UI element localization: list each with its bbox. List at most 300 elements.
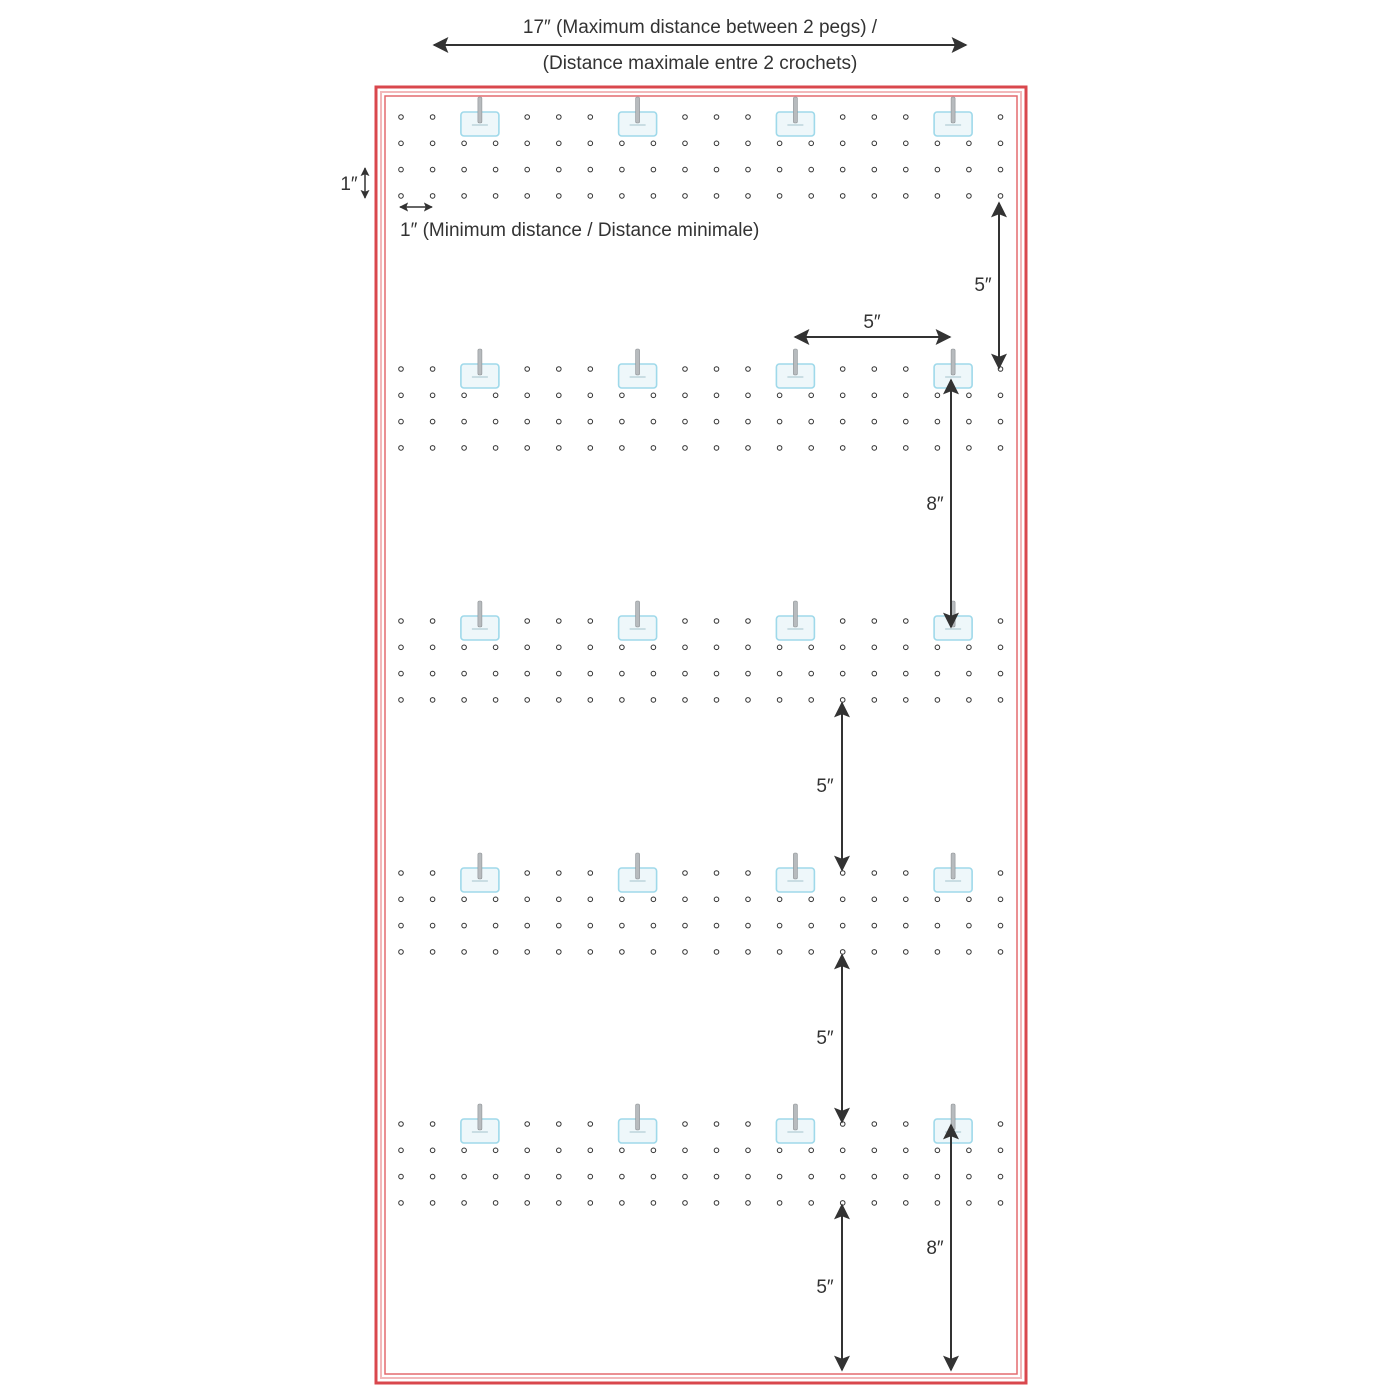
- peg-hole: [840, 1174, 845, 1179]
- peg-hole: [430, 367, 435, 372]
- peg-hook: [619, 853, 657, 892]
- peg-hole: [872, 367, 877, 372]
- peg-hole: [557, 1122, 562, 1127]
- peg-hole: [430, 645, 435, 650]
- peg-hole: [620, 167, 625, 172]
- peg-hole: [651, 950, 656, 955]
- peg-hole: [935, 393, 940, 398]
- peg-hole: [840, 871, 845, 876]
- peg-hole: [525, 1201, 530, 1206]
- peg-hole: [557, 871, 562, 876]
- peg-hole: [620, 698, 625, 703]
- peg-hole: [714, 167, 719, 172]
- peg-hole: [683, 194, 688, 199]
- peg-hole: [935, 446, 940, 451]
- peg-hook: [461, 349, 499, 388]
- peg-hole: [872, 446, 877, 451]
- peg-hole: [746, 194, 751, 199]
- peg-hole: [430, 141, 435, 146]
- peg-hole: [935, 950, 940, 955]
- peg-hole: [840, 619, 845, 624]
- peg-hole: [998, 1148, 1003, 1153]
- peg-hole: [840, 393, 845, 398]
- peg-hook: [776, 601, 814, 640]
- peg-hole: [872, 698, 877, 703]
- peg-hook: [934, 601, 972, 640]
- peg-hole: [557, 897, 562, 902]
- peg-hole: [399, 1122, 404, 1127]
- peg-hole: [967, 950, 972, 955]
- peg-hole: [840, 1148, 845, 1153]
- peg-hole: [872, 923, 877, 928]
- peg-hole: [399, 698, 404, 703]
- peg-hole: [493, 645, 498, 650]
- peg-hole: [493, 419, 498, 424]
- peg-hole: [493, 1201, 498, 1206]
- peg-hole: [998, 194, 1003, 199]
- peg-hole: [714, 1148, 719, 1153]
- max-distance-label: 17″ (Maximum distance between 2 pegs) /: [522, 17, 878, 38]
- peg-hole: [683, 393, 688, 398]
- peg-hole: [998, 446, 1003, 451]
- peg-hole: [399, 1174, 404, 1179]
- peg-hole: [714, 141, 719, 146]
- peg-hole: [714, 619, 719, 624]
- peg-hole: [588, 950, 593, 955]
- peg-hole: [714, 1201, 719, 1206]
- peg-hook: [619, 97, 657, 136]
- peg-hole: [935, 671, 940, 676]
- peg-hole: [904, 141, 909, 146]
- peg-hole: [493, 950, 498, 955]
- peg-hole: [430, 897, 435, 902]
- peg-hole: [557, 393, 562, 398]
- peg-hole: [588, 393, 593, 398]
- peg-hole: [399, 419, 404, 424]
- peg-hook: [934, 97, 972, 136]
- peg-hole: [714, 897, 719, 902]
- peg-hole: [683, 446, 688, 451]
- peg-hole: [399, 645, 404, 650]
- peg-hole: [904, 367, 909, 372]
- peg-hook: [776, 349, 814, 388]
- peg-hole: [872, 141, 877, 146]
- peg-hole: [462, 446, 467, 451]
- peg-hole: [557, 367, 562, 372]
- peg-hole: [967, 1174, 972, 1179]
- peg-hole: [998, 393, 1003, 398]
- peg-hole: [620, 923, 625, 928]
- peg-hole: [714, 645, 719, 650]
- peg-hole: [746, 671, 751, 676]
- peg-hole: [430, 446, 435, 451]
- peg-hole: [998, 1201, 1003, 1206]
- peg-hole: [777, 141, 782, 146]
- peg-hole: [399, 115, 404, 120]
- peg-hole: [525, 698, 530, 703]
- peg-hole: [462, 167, 467, 172]
- peg-hole: [588, 446, 593, 451]
- peg-hole: [462, 141, 467, 146]
- peg-hook: [461, 853, 499, 892]
- peg-hole: [904, 923, 909, 928]
- dimension-arrows: [365, 45, 999, 1370]
- peg-hole: [493, 446, 498, 451]
- peg-hole: [904, 1201, 909, 1206]
- peg-hole: [809, 419, 814, 424]
- peg-hole: [998, 645, 1003, 650]
- peg-hole: [493, 393, 498, 398]
- peg-hole: [493, 897, 498, 902]
- peg-hole: [525, 367, 530, 372]
- peg-hole: [935, 923, 940, 928]
- peg-hole: [620, 393, 625, 398]
- peg-hole: [714, 923, 719, 928]
- peg-hole: [904, 698, 909, 703]
- peg-hole: [651, 1174, 656, 1179]
- peg-hole: [493, 167, 498, 172]
- peg-hole: [840, 446, 845, 451]
- peg-hole: [809, 1148, 814, 1153]
- peg-hole: [872, 167, 877, 172]
- peg-hole: [525, 923, 530, 928]
- peg-hole: [557, 194, 562, 199]
- peg-hole: [967, 1148, 972, 1153]
- peg-hole: [967, 419, 972, 424]
- peg-hole: [588, 141, 593, 146]
- peg-hole: [714, 950, 719, 955]
- peg-hole: [588, 1201, 593, 1206]
- peg-hole: [809, 897, 814, 902]
- peg-hole: [462, 671, 467, 676]
- peg-hole: [714, 419, 719, 424]
- peg-hole: [904, 167, 909, 172]
- peg-hole: [588, 645, 593, 650]
- peg-hole: [588, 367, 593, 372]
- peg-hole: [840, 698, 845, 703]
- peg-hole: [967, 446, 972, 451]
- peg-hole: [714, 698, 719, 703]
- peg-hook: [776, 97, 814, 136]
- peg-hole: [399, 619, 404, 624]
- peg-hole: [620, 419, 625, 424]
- peg-hook: [776, 853, 814, 892]
- peg-hole: [620, 1148, 625, 1153]
- peg-hole: [935, 1148, 940, 1153]
- min-distance-label: 1″ (Minimum distance / Distance minimale): [400, 220, 760, 241]
- peg-hole: [620, 950, 625, 955]
- peg-hole: [746, 645, 751, 650]
- peg-hole: [493, 671, 498, 676]
- bottom-gap-label: 5″: [816, 1277, 834, 1298]
- peg-hole: [809, 141, 814, 146]
- peg-hole: [462, 950, 467, 955]
- peg-hole: [746, 167, 751, 172]
- peg-hole: [777, 446, 782, 451]
- peg-hole: [525, 950, 530, 955]
- peg-hole: [525, 897, 530, 902]
- peg-hole: [809, 698, 814, 703]
- peg-hole: [651, 897, 656, 902]
- peg-hole: [683, 115, 688, 120]
- peg-hole: [746, 1174, 751, 1179]
- peg-hole: [525, 141, 530, 146]
- peg-hole: [462, 1148, 467, 1153]
- peg-hole: [904, 950, 909, 955]
- peg-hole: [967, 923, 972, 928]
- peg-hole: [683, 923, 688, 928]
- peg-hole: [872, 645, 877, 650]
- peg-hole: [809, 393, 814, 398]
- peg-hole: [588, 698, 593, 703]
- peg-hole: [809, 1201, 814, 1206]
- peg-hole: [399, 1148, 404, 1153]
- peg-hole: [525, 619, 530, 624]
- peg-hole: [872, 871, 877, 876]
- peg-hole: [430, 419, 435, 424]
- peg-hole: [525, 1148, 530, 1153]
- peg-hole: [746, 1148, 751, 1153]
- peg-hole: [525, 671, 530, 676]
- peg-hole: [998, 115, 1003, 120]
- peg-hole: [904, 1148, 909, 1153]
- peg-hole: [998, 141, 1003, 146]
- peg-hole: [840, 1201, 845, 1206]
- peg-hole: [840, 167, 845, 172]
- peg-hole: [904, 419, 909, 424]
- peg-hole: [967, 698, 972, 703]
- peg-hole: [430, 871, 435, 876]
- peg-hook: [461, 97, 499, 136]
- peg-hole: [777, 194, 782, 199]
- peg-hole: [998, 897, 1003, 902]
- peg-hole: [746, 419, 751, 424]
- peg-hole: [557, 923, 562, 928]
- pegboard-holes: [399, 115, 1003, 1206]
- peg-hole: [462, 897, 467, 902]
- peg-hole: [588, 619, 593, 624]
- peg-hole: [746, 393, 751, 398]
- mid-gap-label-1: 5″: [816, 776, 834, 797]
- peg-hole: [872, 897, 877, 902]
- peg-hole: [967, 645, 972, 650]
- peg-hole: [525, 446, 530, 451]
- peg-hole: [651, 698, 656, 703]
- peg-hole: [525, 1174, 530, 1179]
- peg-hole: [399, 446, 404, 451]
- peg-hole: [683, 1201, 688, 1206]
- peg-hole: [588, 897, 593, 902]
- peg-hole: [998, 871, 1003, 876]
- peg-hole: [746, 141, 751, 146]
- board-frame: [376, 87, 1026, 1383]
- peg-hole: [399, 194, 404, 199]
- max-distance-label-fr: (Distance maximale entre 2 crochets): [542, 53, 858, 74]
- peg-hole: [840, 923, 845, 928]
- peg-hole: [777, 645, 782, 650]
- peg-hook: [619, 1104, 657, 1143]
- peg-hole: [430, 698, 435, 703]
- peg-hole: [683, 1148, 688, 1153]
- peg-hole: [967, 141, 972, 146]
- peg-hole: [935, 141, 940, 146]
- peg-hole: [840, 671, 845, 676]
- peg-hole: [462, 645, 467, 650]
- peg-hole: [430, 1148, 435, 1153]
- peg-hole: [714, 367, 719, 372]
- peg-hole: [998, 923, 1003, 928]
- peg-hole: [967, 393, 972, 398]
- peg-hole: [777, 1201, 782, 1206]
- peg-hook: [934, 1104, 972, 1143]
- peg-hole: [840, 419, 845, 424]
- peg-hole: [620, 141, 625, 146]
- peg-hole: [904, 897, 909, 902]
- peg-hole: [935, 698, 940, 703]
- peg-hole: [588, 871, 593, 876]
- peg-hole: [904, 1174, 909, 1179]
- peg-hole: [683, 671, 688, 676]
- peg-hole: [493, 141, 498, 146]
- peg-hole: [746, 115, 751, 120]
- peg-hole: [588, 1174, 593, 1179]
- row-gap-right-label: 5″: [974, 275, 992, 296]
- peg-hole: [998, 950, 1003, 955]
- peg-hole: [493, 1174, 498, 1179]
- peg-hole: [904, 671, 909, 676]
- peg-hole: [588, 1148, 593, 1153]
- peg-hole: [746, 1201, 751, 1206]
- peg-hole: [714, 671, 719, 676]
- mid-gap-label-2: 5″: [816, 1028, 834, 1049]
- peg-hole: [462, 393, 467, 398]
- peg-hole: [967, 897, 972, 902]
- peg-hole: [683, 871, 688, 876]
- peg-hole: [746, 950, 751, 955]
- peg-hole: [714, 1122, 719, 1127]
- peg-hole: [872, 115, 877, 120]
- peg-hole: [935, 419, 940, 424]
- peg-hole: [557, 1201, 562, 1206]
- peg-hole: [998, 167, 1003, 172]
- peg-hole: [904, 115, 909, 120]
- peg-hole: [746, 871, 751, 876]
- peg-hole: [525, 167, 530, 172]
- peg-hole: [683, 897, 688, 902]
- peg-hook: [619, 601, 657, 640]
- peg-hole: [777, 1148, 782, 1153]
- peg-hole: [588, 194, 593, 199]
- peg-hole: [399, 167, 404, 172]
- peg-hole: [935, 645, 940, 650]
- peg-hole: [840, 1122, 845, 1127]
- peg-hole: [557, 141, 562, 146]
- peg-hole: [557, 619, 562, 624]
- peg-hook: [619, 349, 657, 388]
- peg-hole: [525, 1122, 530, 1127]
- peg-hole: [872, 950, 877, 955]
- peg-hole: [462, 923, 467, 928]
- peg-hole: [746, 619, 751, 624]
- row-to-row-label: 8″: [926, 494, 944, 515]
- peg-hole: [620, 897, 625, 902]
- peg-hole: [683, 950, 688, 955]
- peg-hole: [967, 167, 972, 172]
- peg-hole: [493, 194, 498, 199]
- peg-hole: [399, 950, 404, 955]
- peg-hole: [430, 1122, 435, 1127]
- peg-hole: [935, 1201, 940, 1206]
- peg-hole: [904, 1122, 909, 1127]
- peg-hole: [683, 1122, 688, 1127]
- peg-hooks: [461, 97, 972, 1143]
- peg-hole: [714, 194, 719, 199]
- peg-hole: [904, 194, 909, 199]
- peg-hole: [714, 1174, 719, 1179]
- peg-hook: [934, 853, 972, 892]
- peg-hole: [935, 167, 940, 172]
- peg-hole: [557, 645, 562, 650]
- peg-hole: [872, 1148, 877, 1153]
- peg-hole: [809, 923, 814, 928]
- peg-hole: [525, 115, 530, 120]
- peg-hole: [430, 1174, 435, 1179]
- peg-hole: [777, 950, 782, 955]
- peg-hole: [430, 619, 435, 624]
- peg-hole: [872, 419, 877, 424]
- peg-hole: [620, 1201, 625, 1206]
- peg-hole: [935, 897, 940, 902]
- peg-hole: [746, 367, 751, 372]
- peg-hole: [998, 698, 1003, 703]
- peg-hole: [840, 950, 845, 955]
- peg-hole: [493, 923, 498, 928]
- peg-hole: [872, 1122, 877, 1127]
- peg-hole: [809, 645, 814, 650]
- peg-hole: [904, 619, 909, 624]
- peg-hole: [714, 115, 719, 120]
- peg-hole: [399, 923, 404, 928]
- peg-hole: [777, 1174, 782, 1179]
- peg-hole: [809, 194, 814, 199]
- peg-hole: [430, 1201, 435, 1206]
- peg-hole: [683, 619, 688, 624]
- peg-hole: [430, 393, 435, 398]
- peg-hole: [651, 1201, 656, 1206]
- peg-hole: [462, 698, 467, 703]
- peg-hole: [462, 419, 467, 424]
- peg-hole: [777, 419, 782, 424]
- peg-hole: [399, 367, 404, 372]
- peg-hole: [746, 446, 751, 451]
- peg-hole: [904, 871, 909, 876]
- peg-hole: [904, 645, 909, 650]
- peg-hole: [620, 194, 625, 199]
- peg-hole: [525, 194, 530, 199]
- peg-hole: [777, 393, 782, 398]
- one-inch-vertical-label: 1″: [340, 174, 358, 195]
- peg-hole: [746, 698, 751, 703]
- peg-hook: [461, 601, 499, 640]
- peg-horizontal-label: 5″: [863, 312, 881, 333]
- peg-hole: [557, 115, 562, 120]
- peg-hole: [399, 671, 404, 676]
- peg-hole: [430, 671, 435, 676]
- peg-hole: [840, 115, 845, 120]
- peg-hole: [651, 1148, 656, 1153]
- peg-hole: [872, 393, 877, 398]
- peg-hole: [557, 1148, 562, 1153]
